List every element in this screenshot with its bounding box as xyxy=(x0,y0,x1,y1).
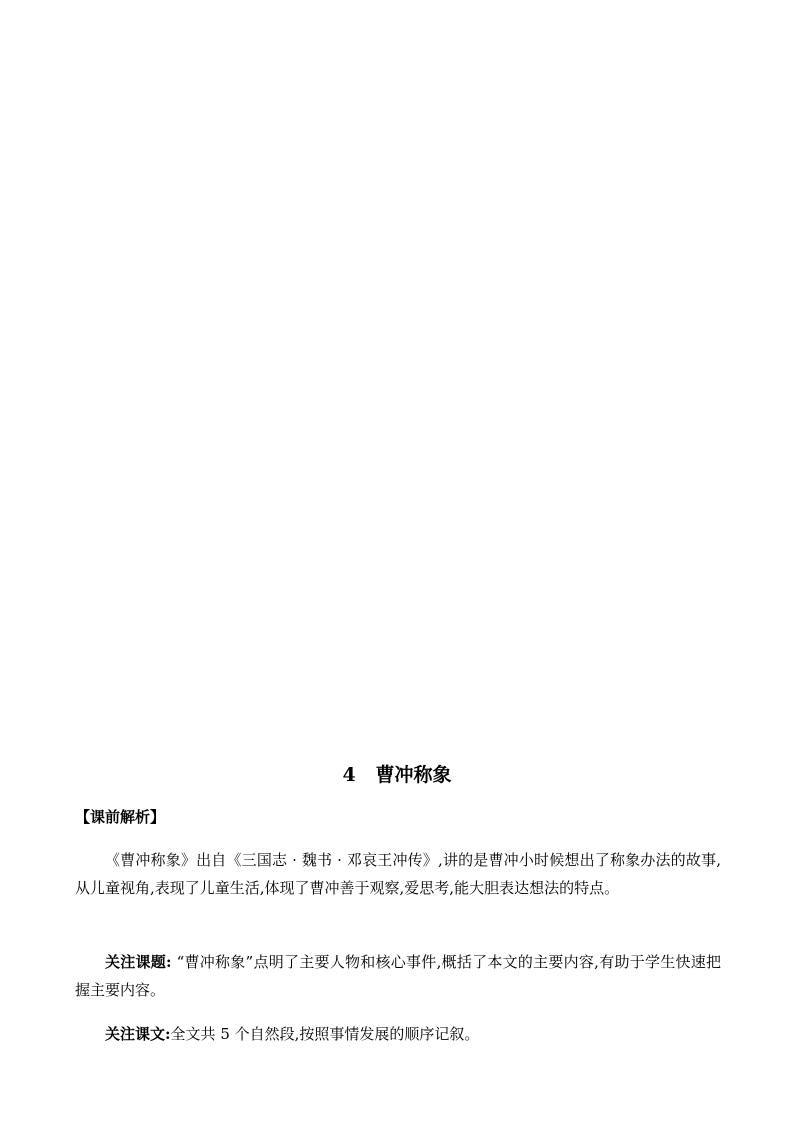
lesson-title: 4 曹冲称象 xyxy=(342,764,452,786)
focus-text-text: 全文共 5 个自然段,按照事情发展的顺序记叙。 xyxy=(170,1025,480,1043)
focus-title-label: 关注课题: xyxy=(105,953,172,971)
intro-paragraph: 《曹冲称象》出自《三国志 · 魏书 · 邓哀王冲传》,讲的是曹冲小时候想出了称象办法的故事,从儿童视角,表现了儿童生活,体现了曹冲善于观察,爱思考,能大胆表达想法的特点。 xyxy=(75,851,721,897)
focus-title-paragraph xyxy=(75,948,721,1004)
focus-text-label: 关注课文: xyxy=(105,1025,171,1043)
focus-text-paragraph xyxy=(75,1020,721,1048)
section-heading: 【课前解析】 xyxy=(75,808,166,826)
focus-title-text: “曹冲称象”点明了主要人物和核心事件,概括了本文的主要内容,有助于学生快速把握主要内容。 xyxy=(75,953,721,999)
